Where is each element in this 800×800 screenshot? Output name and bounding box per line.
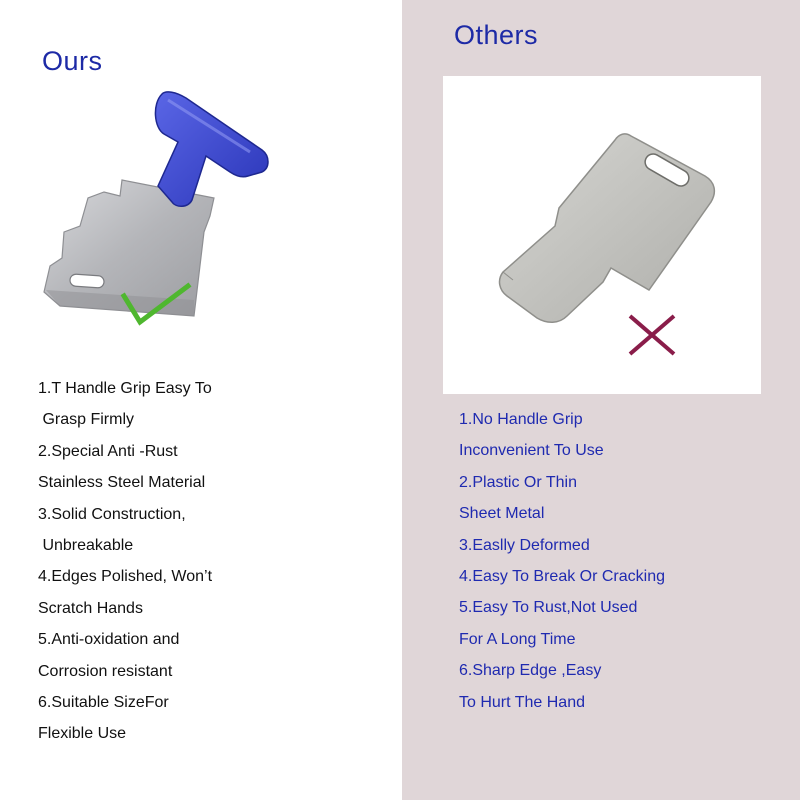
ours-feature-list (38, 373, 212, 750)
others-feature-line: For A Long Time (459, 630, 576, 648)
ours-feature-line: Flexible Use (38, 725, 127, 743)
cross-mark-icon (626, 312, 678, 358)
ours-feature-line: 1.T Handle Grip Easy To (38, 380, 212, 397)
others-heading: Others (454, 20, 539, 50)
check-mark-icon (118, 282, 192, 330)
ours-feature-line: 5.Anti-oxidation and (38, 631, 180, 649)
others-photo-frame (443, 76, 761, 394)
ours-feature-line: 6.Suitable SizeFor (38, 693, 169, 711)
ours-feature-line: Stainless Steel Material (38, 474, 206, 492)
ours-feature-line: Grasp Firmly (38, 411, 134, 429)
plastic-scraper-image (443, 76, 761, 394)
ours-feature-line: 4.Edges Polished, Won’t (38, 568, 213, 586)
others-feature-line: 3.Easlly Deformed (459, 536, 590, 554)
ours-feature-line: 3.Solid Construction, (38, 505, 186, 523)
t-handle-scraper-image (0, 0, 402, 360)
others-feature-line: 1.No Handle Grip (459, 411, 583, 428)
ours-feature-line: Corrosion resistant (38, 662, 173, 680)
others-feature-line: 2.Plastic Or Thin (459, 473, 577, 491)
others-feature-line: Inconvenient To Use (459, 442, 604, 460)
ours-feature-line: Unbreakable (38, 536, 134, 554)
ours-feature-line: 2.Special Anti -Rust (38, 442, 178, 460)
others-feature-list (459, 404, 665, 718)
others-feature-line: 6.Sharp Edge ,Easy (459, 662, 602, 680)
plastic-card-shape (500, 134, 715, 322)
ours-feature-line: Scratch Hands (38, 599, 143, 617)
blue-t-handle-shape (155, 92, 268, 206)
others-feature-line: 4.Easy To Break Or Cracking (459, 567, 666, 585)
others-feature-line: To Hurt The Hand (459, 693, 585, 711)
others-feature-line: 5.Easy To Rust,Not Used (459, 599, 638, 617)
others-feature-line: Sheet Metal (459, 505, 545, 523)
ours-heading: Ours (42, 46, 103, 76)
